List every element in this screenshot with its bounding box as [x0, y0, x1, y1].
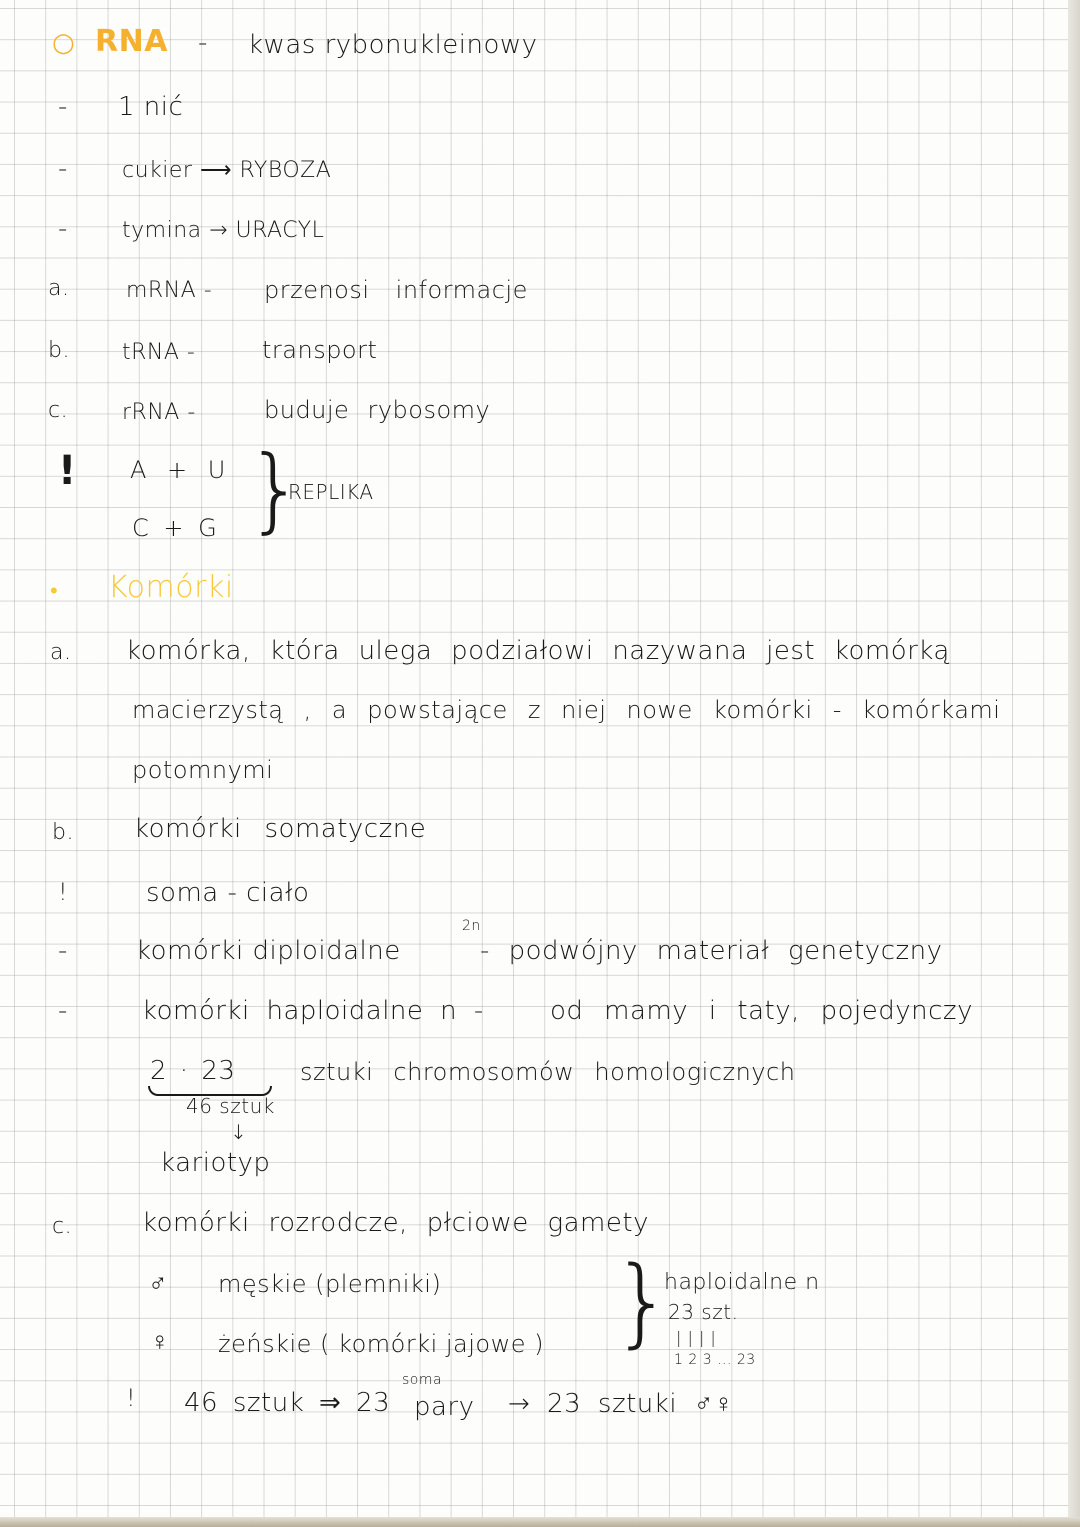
type-desc-trna: transport — [262, 336, 378, 364]
point-marker: - — [58, 154, 68, 184]
cells-heading: Komórki — [108, 570, 234, 605]
diploid-desc: - podwójny materiał genetyczny — [480, 936, 943, 966]
count-description: sztuki chromosomów homologicznych — [300, 1058, 796, 1086]
page-edge — [1068, 0, 1080, 1527]
type-marker: c. — [48, 398, 69, 423]
somatic-cells-title: komórki somatyczne — [134, 814, 427, 844]
tally-marks: | | | | — [676, 1328, 717, 1347]
haploid-n-label: haploidalne n — [664, 1270, 820, 1295]
curly-brace-icon: } — [612, 1246, 674, 1358]
haploid-label: komórki haploidalne n - — [142, 996, 484, 1026]
rna-heading: RNA — [95, 24, 168, 59]
note-icon: ! — [126, 1384, 137, 1412]
pair-a-u: A + U — [130, 456, 226, 484]
type-name-mrna: mRNA - — [126, 278, 213, 303]
point-sugar: cukier ⟶ RYBOZA — [122, 158, 332, 183]
tally-numbers: 1 2 3 ... 23 — [674, 1352, 756, 1368]
type-desc-rrna: buduje rybosomy — [264, 396, 491, 424]
male-icon: ♂ — [148, 1269, 168, 1299]
type-marker: b. — [48, 338, 70, 363]
cells-a-line1: komórka, która ulega podziałowi nazywana jest komórką — [126, 636, 950, 666]
type-marker: a. — [48, 276, 70, 301]
cells-a-line3: potomnymi — [132, 756, 274, 784]
cells-a-line2: macierzystą , a powstające z niej nowe komórki - komórkami — [132, 696, 1001, 724]
exclamation-icon: ! — [58, 448, 77, 494]
pair-c-g: C + G — [132, 514, 218, 542]
point-single-strand: 1 nić — [118, 92, 184, 122]
soma-note: soma - ciało — [146, 878, 310, 908]
summary-pairs: pary — [414, 1392, 475, 1422]
rna-bullet: ○ — [52, 28, 76, 58]
count-total: 46 sztuk — [186, 1094, 275, 1118]
point-marker: - — [58, 996, 68, 1026]
count-expression: 2 · 23 — [150, 1056, 236, 1086]
male-gametes: męskie (plemniki) — [218, 1270, 442, 1298]
item-marker: a. — [50, 640, 72, 665]
haploid-desc: od mamy i taty, pojedynczy — [550, 996, 973, 1026]
arrow-down-icon: ↓ — [230, 1120, 248, 1144]
gametes-title: komórki rozrodcze, płciowe gamety — [142, 1208, 649, 1238]
page-bottom-edge — [0, 1517, 1080, 1527]
summary-count: 46 sztuk ⇒ 23 — [184, 1388, 391, 1418]
curly-brace-icon: } — [246, 436, 305, 543]
diploid-label: komórki diploidalne — [136, 936, 401, 966]
summary-sup: soma — [402, 1372, 443, 1388]
point-marker: - — [58, 936, 68, 966]
female-gametes: żeńskie ( komórki jajowe ) — [218, 1330, 544, 1358]
point-base: tymina → URACYL — [122, 218, 325, 243]
item-marker: b. — [52, 820, 74, 845]
diploid-sup: 2n — [462, 918, 481, 934]
karyotype-label: kariotyp — [160, 1148, 271, 1178]
point-marker: - — [58, 92, 68, 122]
pairs-label: REPLIKA — [288, 480, 374, 504]
point-marker: - — [58, 214, 68, 244]
type-name-rrna: rRNA - — [122, 400, 196, 425]
note-icon: ! — [58, 878, 69, 906]
cells-bullet: • — [50, 579, 59, 604]
female-icon: ♀ — [150, 1327, 170, 1357]
count-23-label: 23 szt. — [668, 1300, 739, 1324]
item-marker: c. — [52, 1214, 73, 1239]
rna-dash: - — [198, 28, 208, 58]
type-name-trna: tRNA - — [122, 340, 196, 365]
rna-subtitle: kwas rybonukleinowy — [248, 30, 538, 60]
type-desc-mrna: przenosi informacje — [264, 276, 528, 304]
summary-result: → 23 sztuki ♂♀ — [508, 1389, 734, 1419]
